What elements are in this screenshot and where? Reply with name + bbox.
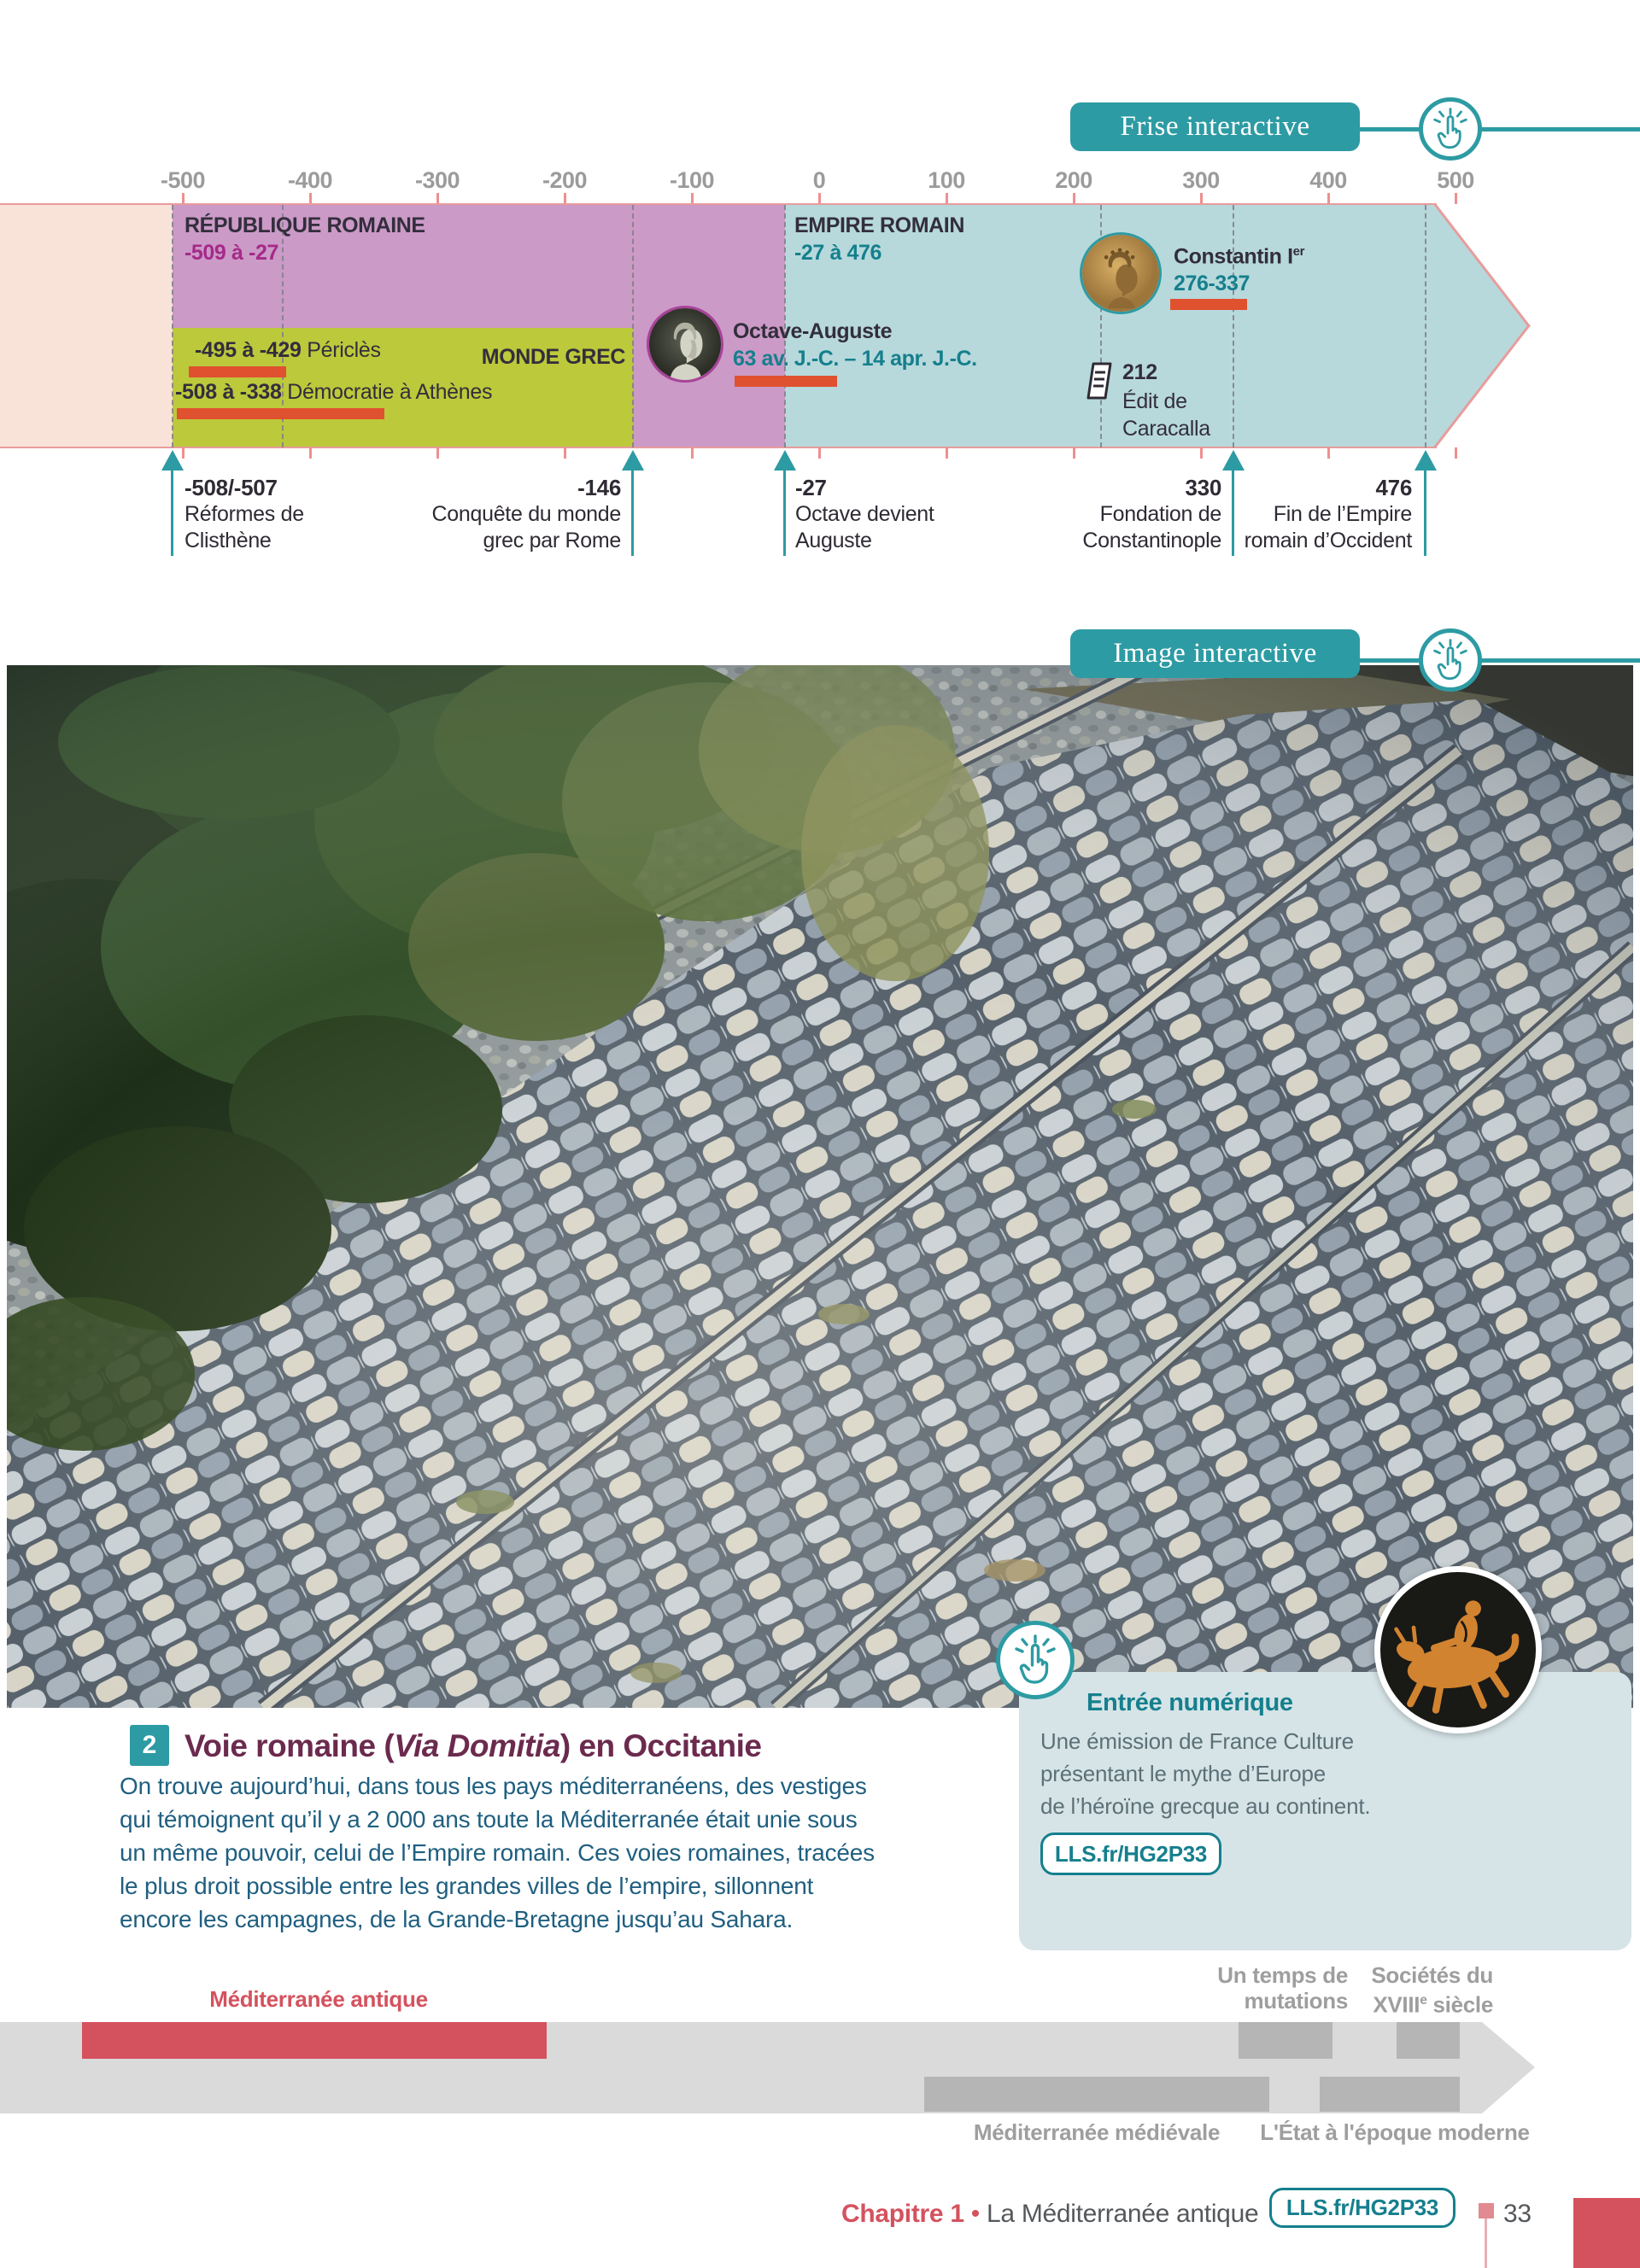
footer-page-marker xyxy=(1479,2203,1494,2218)
era-bar-antique[interactable] xyxy=(82,2022,547,2059)
footer-breadcrumb xyxy=(841,2200,1258,2229)
entree-title: Entrée numérique xyxy=(1086,1689,1293,1716)
edict-line1: Édit de xyxy=(1122,389,1187,413)
axis-tick xyxy=(1073,447,1075,459)
era-label-societes[interactable]: Sociétés du XVIIIe siècle xyxy=(1371,1962,1493,2018)
footer-link-pill[interactable] xyxy=(1269,2188,1456,2228)
entree-link-pill[interactable] xyxy=(1040,1833,1221,1875)
axis-tick xyxy=(946,447,948,459)
event-constantinople: 330 Fondation de Constantinople xyxy=(1082,475,1221,552)
event-arrow xyxy=(774,450,796,471)
band-prehistoire xyxy=(0,205,173,447)
democratie-period xyxy=(175,380,492,405)
constantin-dates: 276-337 xyxy=(1174,272,1250,295)
pericles-duration-bar xyxy=(189,366,286,377)
monde-grec-name: MONDE GREC xyxy=(481,345,625,369)
pericles-dates: -495 à -429 xyxy=(195,338,302,362)
democratie-dates: -508 à -338 xyxy=(175,380,282,404)
edict-date: 212 xyxy=(1122,360,1157,384)
axis-label: 400 xyxy=(1309,167,1347,193)
event-arrow xyxy=(622,450,644,471)
footer-separator: • xyxy=(970,2200,980,2228)
caption-title-italic: Via Domitia xyxy=(394,1728,560,1763)
event-auguste: -27 Octave devient Auguste xyxy=(795,475,934,552)
entree-line1: Une émission de France Culture xyxy=(1040,1728,1354,1754)
axis-tick xyxy=(1200,447,1203,459)
image-interactive-badge[interactable] xyxy=(1070,629,1360,678)
frise-interactive-badge[interactable] xyxy=(1070,102,1360,151)
octave-dates: 63 av. J.-C. – 14 apr. J.-C. xyxy=(733,347,977,371)
click-hand-icon xyxy=(1429,639,1472,681)
axis-label: -400 xyxy=(287,167,333,193)
dashed-guide-330 xyxy=(1233,205,1234,447)
event-stem xyxy=(1424,469,1426,556)
constantin-duration-bar xyxy=(1170,299,1247,310)
republique-name: RÉPUBLIQUE ROMAINE xyxy=(184,213,425,237)
era-label-mutations[interactable]: Un temps de mutations xyxy=(1217,1962,1348,2014)
image-badge-label: Image interactive xyxy=(1113,638,1317,669)
frise-hand-button[interactable] xyxy=(1419,97,1482,161)
entree-line2: présentant le mythe d’Europe xyxy=(1040,1761,1327,1786)
empire-name: EMPIRE ROMAIN xyxy=(794,213,964,237)
axis-label: 500 xyxy=(1437,167,1474,193)
octave-duration-bar xyxy=(735,376,837,387)
image-hand-button[interactable] xyxy=(1419,628,1482,692)
dashed-guide--146 xyxy=(632,205,634,447)
pericles-label: Périclès xyxy=(301,338,381,362)
event-clisthene: -508/-507 Réformes de Clisthène xyxy=(184,475,304,552)
footer-chapter: Chapitre 1 xyxy=(841,2200,964,2228)
europa-bull-image xyxy=(1380,1572,1536,1727)
roman-road-photo[interactable] xyxy=(7,665,1633,1708)
octave-bust-image xyxy=(649,308,721,380)
event-conquete: -146 Conquête du monde grec par Rome xyxy=(431,475,621,552)
click-hand-icon xyxy=(1010,1634,1061,1686)
event-stem xyxy=(171,469,173,556)
axis-label: -500 xyxy=(160,167,206,193)
empire-dates: -27 à 476 xyxy=(794,241,882,265)
europa-vase-medallion xyxy=(1374,1566,1542,1733)
entree-link-label: LLS.fr/HG2P33 xyxy=(1054,1840,1208,1867)
event-arrow xyxy=(161,450,184,471)
axis-tick xyxy=(436,447,439,459)
axis-tick xyxy=(1327,447,1330,459)
band-border-top xyxy=(0,203,1437,205)
axis-tick xyxy=(1455,447,1457,459)
era-bar-etat-moderne[interactable] xyxy=(1320,2077,1460,2112)
republique-dates: -509 à -27 xyxy=(184,241,278,265)
axis-tick xyxy=(309,447,312,459)
click-hand-icon xyxy=(1429,108,1472,150)
era-bar-societes[interactable] xyxy=(1397,2022,1460,2059)
caption-title: Voie romaine (Via Domitia) en Occitanie xyxy=(184,1728,762,1763)
constantin-coin-image xyxy=(1082,235,1159,312)
event-arrow xyxy=(1414,450,1437,471)
constantin-name-text: Constantin I xyxy=(1174,244,1293,269)
constantin-portrait[interactable] xyxy=(1080,232,1162,314)
axis-tick xyxy=(564,447,566,459)
entree-line3: de l’héroïne grecque au continent. xyxy=(1040,1793,1371,1819)
era-label-medievale[interactable]: Méditerranée médiévale xyxy=(973,2119,1221,2145)
democratie-label: Démocratie à Athènes xyxy=(281,380,493,404)
constantin-name-sup: er xyxy=(1292,244,1305,259)
event-arrow xyxy=(1222,450,1245,471)
caption-body: On trouve aujourd’hui, dans tous les pays méditerranéens, des vestiges qui témoignent qu’il y a 2 000 ans toute la Méditerranée était unie sous un même pouvoir, celui de l’Empire romain. Ces voies romaines, tracées le plus droit possible entre les grandes villes de l’empire, sillonnent encore les campagnes, de la Grande-Bretagne jusqu’au Sahara. xyxy=(120,1773,875,1932)
octave-name: Octave-Auguste xyxy=(733,319,893,343)
page-edge-tab xyxy=(1573,2198,1640,2268)
frise-connector-line xyxy=(1350,127,1640,132)
image-connector-line xyxy=(1350,658,1640,663)
axis-label: 300 xyxy=(1182,167,1220,193)
axis-label: 0 xyxy=(812,167,826,193)
axis-tick xyxy=(1455,193,1457,204)
axis-label: 200 xyxy=(1055,167,1092,193)
constantin-name xyxy=(1174,244,1304,269)
edict-scroll-icon xyxy=(1086,362,1112,404)
frise-badge-label: Frise interactive xyxy=(1120,111,1310,142)
caption-number-badge: 2 xyxy=(130,1725,169,1766)
axis-tick xyxy=(691,447,694,459)
axis-label: -100 xyxy=(669,167,715,193)
axis-label: -200 xyxy=(542,167,588,193)
axis-tick xyxy=(818,447,821,459)
dashed-guide-476 xyxy=(1425,205,1426,447)
era-label-antique[interactable]: Méditerranée antique xyxy=(209,1986,428,2012)
event-fin-empire: 476 Fin de l’Empire romain d’Occident xyxy=(1244,475,1412,552)
entree-hand-button[interactable] xyxy=(996,1621,1075,1699)
dashed-guide--508 xyxy=(172,205,173,447)
event-stem xyxy=(783,469,786,556)
footer-page-number: 33 xyxy=(1503,2200,1532,2228)
era-bar-mutations[interactable] xyxy=(1239,2022,1332,2059)
footer-title: La Méditerranée antique xyxy=(987,2200,1259,2228)
democratie-duration-bar xyxy=(177,408,384,419)
axis-label: 100 xyxy=(928,167,965,193)
band-border-bottom xyxy=(0,447,1437,448)
octave-portrait[interactable] xyxy=(647,306,723,383)
event-stem xyxy=(631,469,634,556)
era-bar-medievale[interactable] xyxy=(924,2077,1269,2112)
axis-label: -300 xyxy=(414,167,460,193)
edict-line2: Caracalla xyxy=(1122,417,1210,441)
footer-link-label: LLS.fr/HG2P33 xyxy=(1286,2195,1439,2220)
footer-marker-line xyxy=(1485,2218,1487,2268)
pericles-period xyxy=(195,338,381,363)
era-label-etat-moderne[interactable]: L'État à l'époque moderne xyxy=(1260,2119,1530,2145)
